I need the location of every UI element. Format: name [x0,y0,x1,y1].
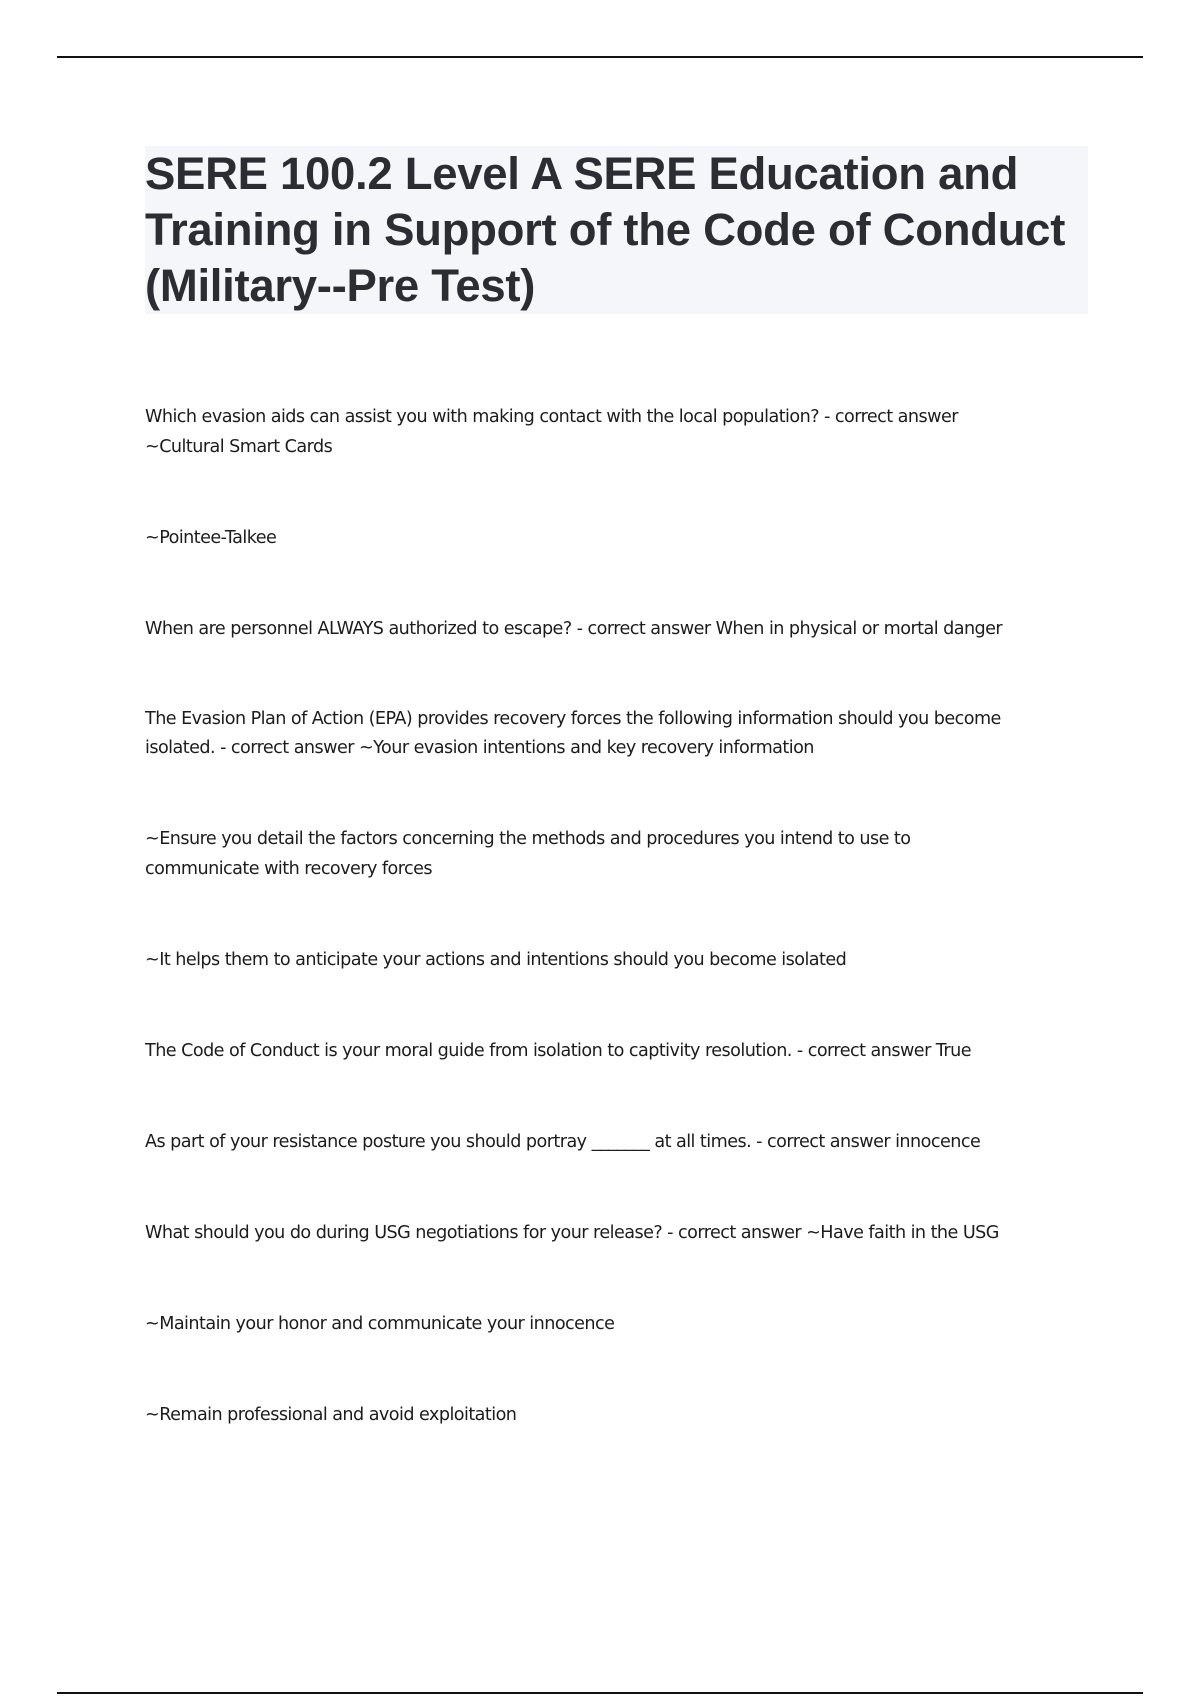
title-block [145,146,1088,314]
answer-line: ~Remain professional and avoid exploitation [145,1405,517,1425]
answer-line: ~It helps them to anticipate your actions and intentions should you become isolated [145,950,847,970]
answer-line: ~Ensure you detail the factors concerning the methods and procedures you intend to use to [145,829,911,849]
bottom-rule [57,1692,1143,1694]
document-title: SERE 100.2 Level A SERE Education and Training in Support of the Code of Conduct (Military--Pre Test) [145,148,1066,311]
question-line: What should you do during USG negotiations for your release? - correct answer ~Have faith in the USG [145,1223,999,1243]
question-line: The Code of Conduct is your moral guide from isolation to captivity resolution. - correct answer True [145,1041,971,1061]
answer-line: ~Cultural Smart Cards [145,437,333,457]
question-line: Which evasion aids can assist you with making contact with the local population? - correct answer [145,407,958,427]
question-line: When are personnel ALWAYS authorized to escape? - correct answer When in physical or mortal danger [145,619,1003,639]
answer-line: communicate with recovery forces [145,859,433,879]
answer-line: ~Pointee-Talkee [145,528,277,548]
answer-line: ~Maintain your honor and communicate your innocence [145,1314,615,1334]
question-line: As part of your resistance posture you should portray _______ at all times. - correct answer innocence [145,1132,981,1152]
top-rule [57,56,1143,58]
question-line: isolated. - correct answer ~Your evasion intentions and key recovery information [145,738,814,758]
question-line: The Evasion Plan of Action (EPA) provides recovery forces the following information should you become [145,709,1001,729]
